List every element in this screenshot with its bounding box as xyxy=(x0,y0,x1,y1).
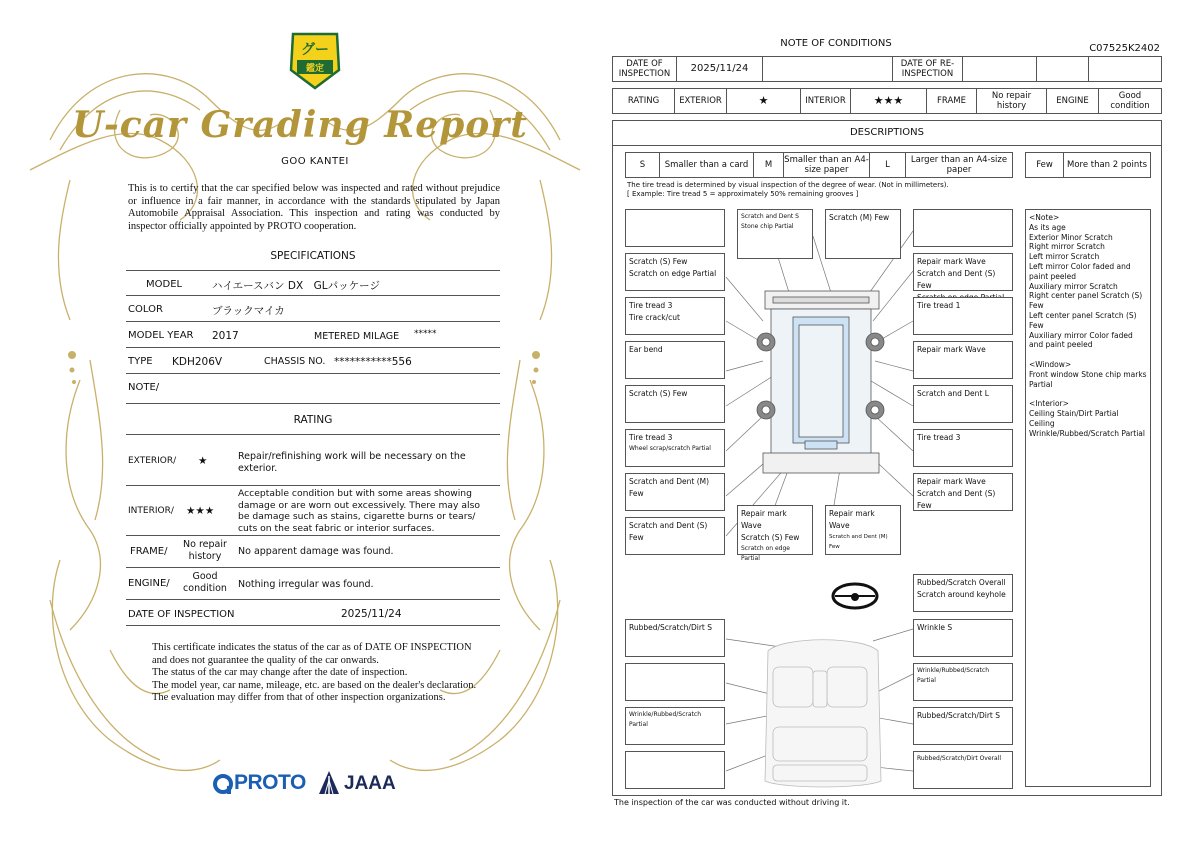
notes-panel: <Note> As its age Exterior Minor Scratch Right mirror Scratch Left mirror Scratch Left mirror Color faded and paint peeled Auxiliary mirror Scratch Right center panel Scratch (S) Few Left center panel Scratch (S) Few Auxiliary mirror Color faded and paint peeled <Window> Front window Stone chip marks Partial <Interior> Ceiling Stain/Dirt Partial Ceiling Wrinkle/Rubbed/Scratch Partial xyxy=(1025,209,1151,787)
legend-s-desc: Smaller than a card xyxy=(660,153,754,177)
certification-statement: This is to certify that the car specified below was inspected and rated without prejudice or influence in a fair manner, in accordance with the standards stipulated by Japan Automobile Appraisal Association. This inspection and rating was conducted by inspector officially appointed by PROTO cooperation. xyxy=(128,183,500,232)
exterior-description: Repair/refinishing work will be necessary on the exterior. xyxy=(238,451,466,474)
left-6-line-1: Tire tread 3 xyxy=(629,433,673,442)
spec-row-color xyxy=(126,296,500,322)
proto-logo-icon xyxy=(212,773,234,795)
reinspection-empty-1 xyxy=(1037,57,1089,81)
rear-1-lines: Repair mark Wave Scratch (S) Few xyxy=(741,509,800,542)
type-label: TYPE xyxy=(128,356,153,367)
tire-note: The tire tread is determined by visual inspection of the degree of wear. (Not in millimeters). xyxy=(627,181,949,189)
reinspection-empty-2 xyxy=(1089,57,1161,81)
exterior-label: EXTERIOR/ xyxy=(128,456,177,466)
rating-row-date xyxy=(126,600,500,626)
chassis-label: CHASSIS NO. xyxy=(264,356,326,367)
damage-box-left-2: Scratch (S) Few Scratch on edge Partial xyxy=(625,253,725,291)
note-label: NOTE/ xyxy=(128,382,160,393)
rear-2-line-1: Repair mark Wave xyxy=(829,509,875,530)
jaaa-logo: JAAA xyxy=(344,773,396,794)
frame-value: No repair history xyxy=(183,539,227,562)
spec-row-note xyxy=(126,374,500,404)
damage-box-right-7: Repair mark Wave Scratch and Dent (S) Few xyxy=(913,473,1013,511)
frame-value: No repair history xyxy=(977,89,1047,113)
damage-box-front-left-top xyxy=(625,209,725,247)
color-value: ブラックマイカ xyxy=(212,305,285,317)
spec-row-year xyxy=(126,322,500,348)
damage-box-right-3: Tire tread 1 xyxy=(913,297,1013,335)
frame-description: No apparent damage was found. xyxy=(238,546,394,557)
model-value: ハイエースバン DX GLパッケージ xyxy=(212,280,380,292)
legend-few: Few xyxy=(1026,153,1064,177)
damage-box-interior-right-4: Rubbed/Scratch/Dirt Overall xyxy=(913,751,1013,789)
color-label: COLOR xyxy=(128,304,163,315)
report-code: C07525K2402 xyxy=(1089,43,1160,54)
rating-label: RATING xyxy=(613,89,675,113)
type-value: KDH206V xyxy=(172,356,223,368)
frame-label: FRAME/ xyxy=(130,546,168,557)
engine-value: Good condition xyxy=(1110,91,1150,111)
damage-box-left-7: Scratch and Dent (M) Few xyxy=(625,473,725,511)
date-of-inspection-label: DATE OF INSPECTION xyxy=(128,609,235,620)
metered-mileage-value: ***** xyxy=(414,329,437,339)
report-title: U-car Grading Report xyxy=(72,104,528,146)
engine-description: Nothing irregular was found. xyxy=(238,579,374,590)
date-of-inspection-value: 2025/11/24 xyxy=(677,57,763,81)
rating-row-interior xyxy=(126,486,500,536)
damage-box-front-right-top xyxy=(913,209,1013,247)
descriptions-panel xyxy=(612,120,1162,796)
date-empty-cell xyxy=(763,57,893,81)
legend-l: L xyxy=(870,153,906,177)
svg-text:グー: グー xyxy=(301,42,329,58)
damage-box-right-6: Tire tread 3 xyxy=(913,429,1013,467)
jaaa-logo-icon xyxy=(318,770,340,796)
model-year-label: MODEL YEAR xyxy=(128,330,194,341)
spec-row-model xyxy=(126,270,500,296)
frame-label: FRAME xyxy=(927,89,977,113)
damage-box-front-2: Scratch (M) Few xyxy=(825,209,901,259)
legend-l-desc: Larger than an A4-size paper xyxy=(910,155,1008,175)
inspection-footer: The inspection of the car was conducted without driving it. xyxy=(614,798,850,807)
damage-box-interior-right-3: Rubbed/Scratch/Dirt S xyxy=(913,707,1013,745)
damage-box-left-8: Scratch and Dent (S) Few xyxy=(625,517,725,555)
exterior-rating: ★ xyxy=(727,89,801,113)
date-of-inspection-value: 2025/11/24 xyxy=(341,608,402,620)
interior-label: INTERIOR xyxy=(801,89,851,113)
damage-box-right-4: Repair mark Wave xyxy=(913,341,1013,379)
tire-example: [ Example: Tire tread 5 = approximately 50% remaining grooves ] xyxy=(627,190,859,198)
chassis-value: ***********556 xyxy=(334,356,412,368)
specifications-heading: SPECIFICATIONS xyxy=(270,250,356,262)
legend-m: M xyxy=(754,153,784,177)
model-label: MODEL xyxy=(146,279,183,290)
damage-box-interior-left-2 xyxy=(625,663,725,701)
exterior-label: EXTERIOR xyxy=(675,89,727,113)
damage-box-interior-left-1: Rubbed/Scratch/Dirt S xyxy=(625,619,725,657)
model-year-value: 2017 xyxy=(212,330,239,342)
damage-box-right-5: Scratch and Dent L xyxy=(913,385,1013,423)
damage-box-interior-left-4 xyxy=(625,751,725,789)
interior-stars: ★★★ xyxy=(186,505,215,517)
organization-name: GOO KANTEI xyxy=(281,156,349,167)
metered-mileage-label: METERED MILAGE xyxy=(314,331,400,342)
reinspection-value xyxy=(963,57,1037,81)
damage-box-left-5: Scratch (S) Few xyxy=(625,385,725,423)
rating-row-frame xyxy=(126,536,500,568)
damage-box-left-4: Ear bend xyxy=(625,341,725,379)
rating-row-engine xyxy=(126,568,500,600)
badge-label: 鑑定 xyxy=(305,64,324,74)
conditions-title: NOTE OF CONDITIONS xyxy=(780,38,892,49)
reinspection-label: DATE OF RE-INSPECTION xyxy=(893,57,963,81)
certificate-disclaimer: This certificate indicates the status of the car as of DATE OF INSPECTION and does not guarantee the quality of the car onwards. The status of the car may change after the date of inspection. The model year, car name, mileage, etc. are based on the dealer's declaration. The evaluation may differ from that of other inspection organizations. xyxy=(152,642,477,703)
interior-label: INTERIOR/ xyxy=(128,506,174,516)
damage-box-rear-1 xyxy=(737,505,813,562)
engine-value: Good condition xyxy=(183,571,227,594)
rating-summary-table xyxy=(612,88,1162,114)
left-6-line-2: Wheel scrap/scratch Partial xyxy=(629,445,711,452)
legend-s: S xyxy=(626,153,660,177)
engine-label: ENGINE/ xyxy=(128,578,170,589)
damage-box-left-3: Tire tread 3 Tire crack/cut xyxy=(625,297,725,335)
damage-box-front-1: Scratch and Dent S Stone chip Partial xyxy=(737,209,813,259)
damage-box-interior-right-1: Wrinkle S xyxy=(913,619,1013,657)
rear-2-line-2: Scratch and Dent (M) Few xyxy=(829,534,888,550)
engine-label: ENGINE xyxy=(1047,89,1099,113)
rating-heading: RATING xyxy=(293,414,333,426)
damage-box-left-6 xyxy=(625,429,725,467)
damage-box-interior-right-2: Wrinkle/Rubbed/Scratch Partial xyxy=(913,663,1013,701)
damage-box-steering: Rubbed/Scratch Overall Scratch around keyhole xyxy=(913,574,1013,612)
note-of-conditions xyxy=(610,0,1166,848)
rating-row-exterior xyxy=(126,434,500,486)
damage-box-interior-left-3: Wrinkle/Rubbed/Scratch Partial xyxy=(625,707,725,745)
steering-wheel-icon xyxy=(833,584,877,608)
inspection-dates-table xyxy=(612,56,1162,82)
proto-logo: PROTO xyxy=(234,771,306,794)
legend-m-desc: Smaller than an A4-size paper xyxy=(784,155,869,175)
rear-1-extra: Scratch on edge Partial xyxy=(741,545,790,562)
damage-box-right-2: Repair mark Wave Scratch and Dent (S) Few xyxy=(913,253,1013,291)
descriptions-heading: DESCRIPTIONS xyxy=(849,127,925,138)
spec-row-type xyxy=(126,348,500,374)
exterior-stars: ★ xyxy=(198,455,208,467)
date-of-inspection-label: DATE OF INSPECTION xyxy=(613,57,677,81)
damage-box-rear-2 xyxy=(825,505,901,555)
interior-rating: ★★★ xyxy=(851,89,927,113)
legend-few-desc: More than 2 points xyxy=(1066,160,1147,170)
interior-description: Acceptable condition but with some areas showing damage or are worn out excessively. There may also be damage such as stains, cigarette burns or tears/ cuts on the seat fabric or interior surfaces. xyxy=(238,488,480,534)
